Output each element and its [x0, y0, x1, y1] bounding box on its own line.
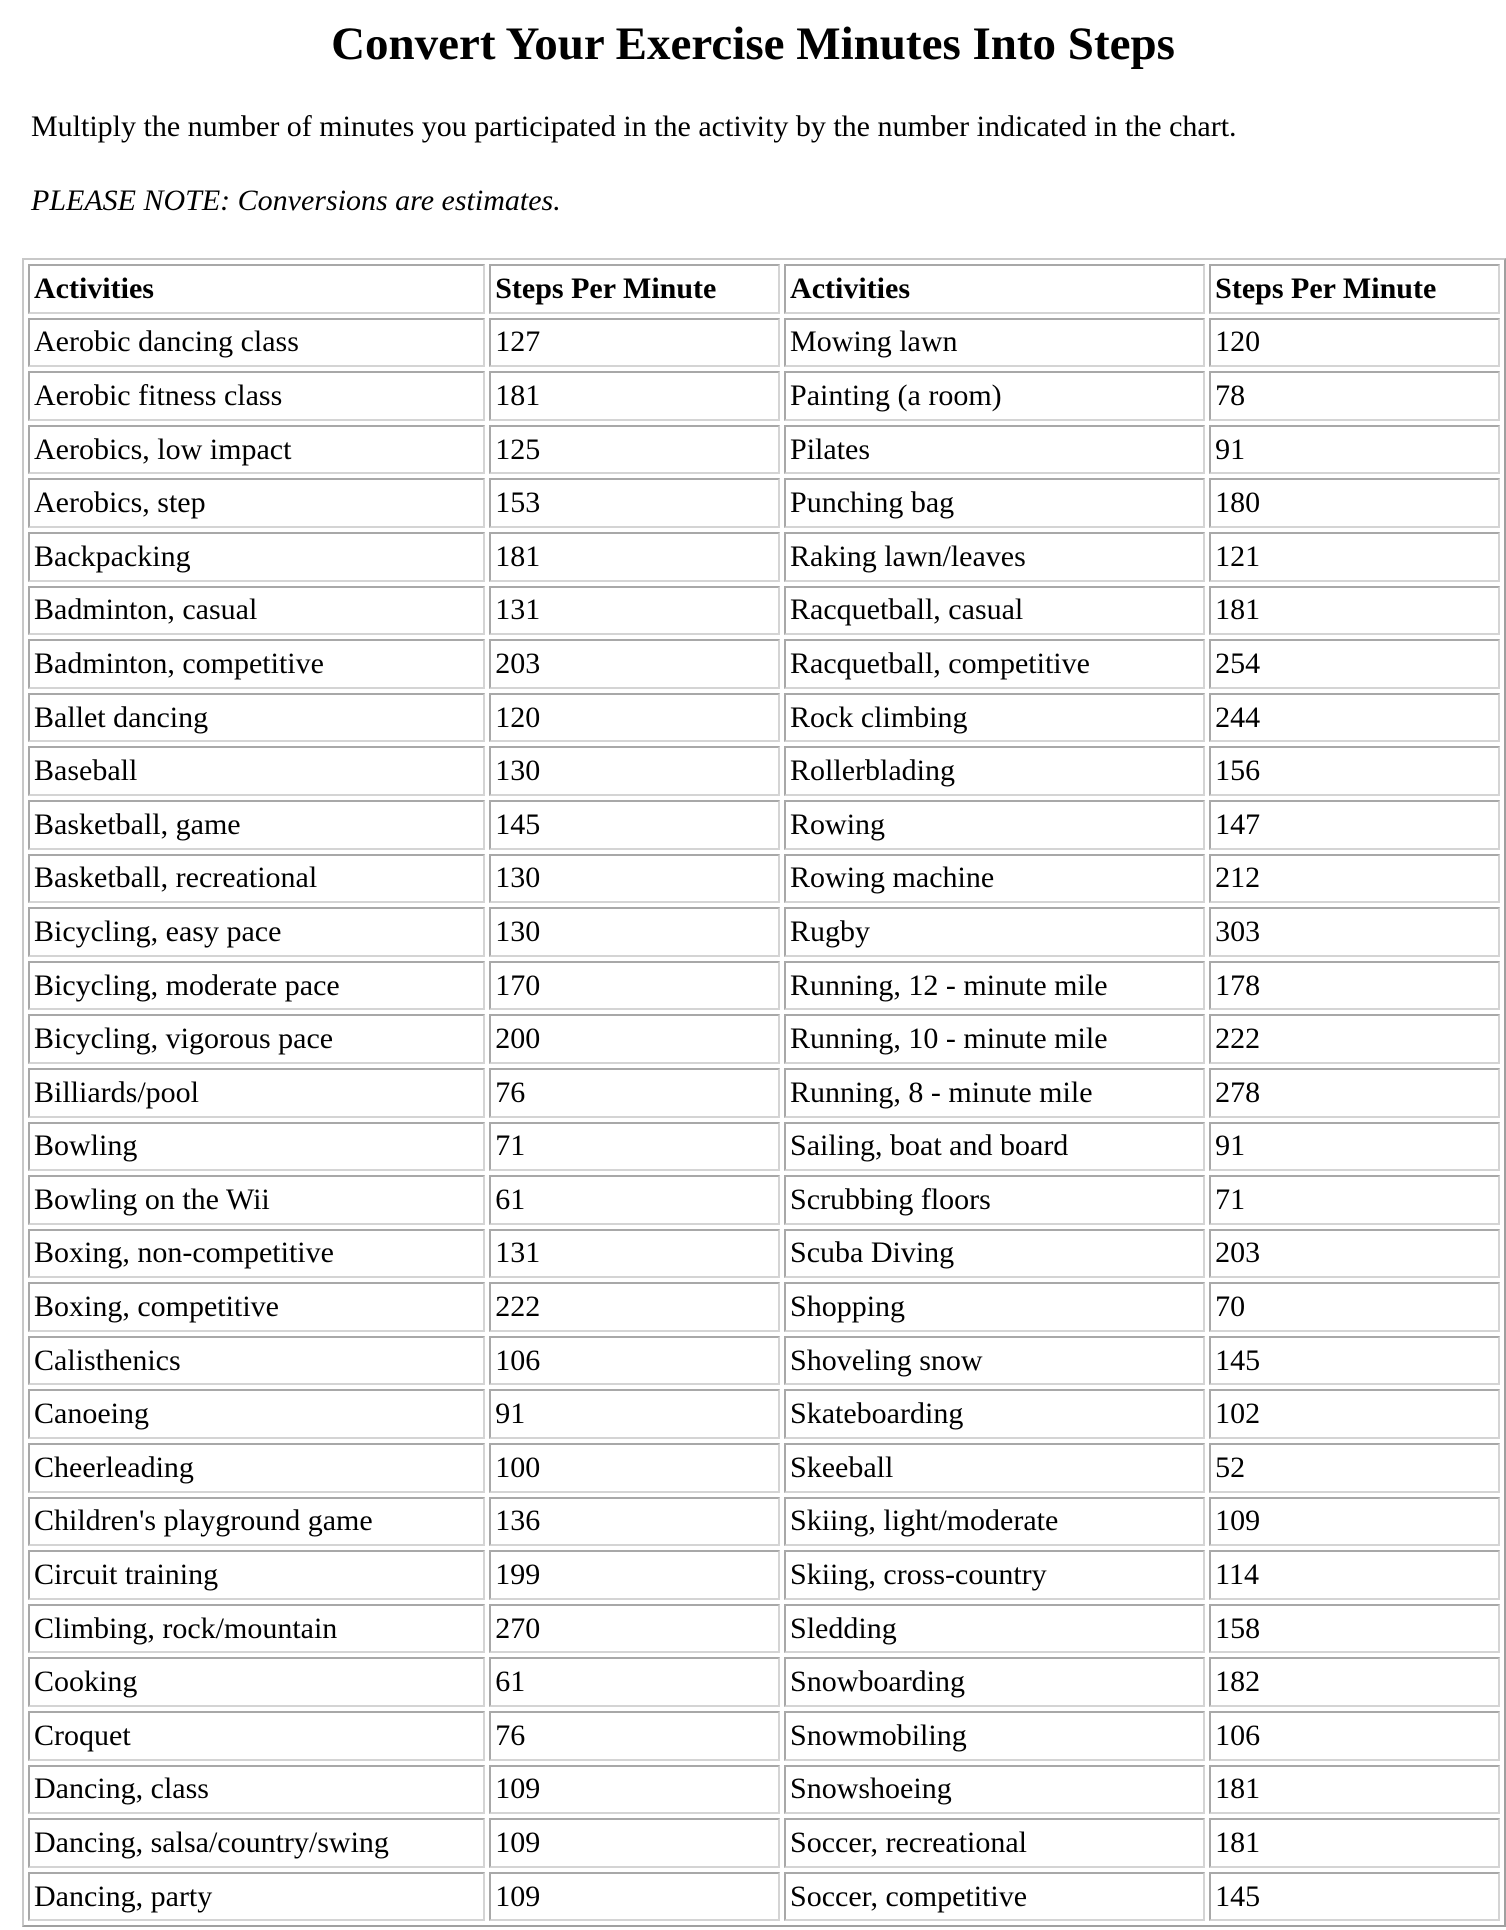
- activity-left-cell: Baseball: [28, 746, 485, 796]
- activity-left-cell: Aerobics, low impact: [28, 425, 485, 475]
- table-row: [28, 1657, 1500, 1707]
- activity-right-cell: Rollerblading: [784, 746, 1205, 796]
- activity-left-cell: Canoeing: [28, 1389, 485, 1439]
- table-row: [28, 907, 1500, 957]
- steps-right-cell: 145: [1209, 1872, 1500, 1922]
- steps-left-cell: 76: [489, 1711, 780, 1761]
- activity-right-cell: Sailing, boat and board: [784, 1122, 1205, 1172]
- table-row: [28, 854, 1500, 904]
- steps-right-cell: 71: [1209, 1175, 1500, 1225]
- activity-right-cell: Running, 8 - minute mile: [784, 1068, 1205, 1118]
- steps-right-cell: 181: [1209, 1765, 1500, 1815]
- activity-right-cell: Running, 10 - minute mile: [784, 1014, 1205, 1064]
- activity-left-cell: Circuit training: [28, 1550, 485, 1600]
- activity-right-cell: Scuba Diving: [784, 1229, 1205, 1279]
- activity-left-cell: Basketball, recreational: [28, 854, 485, 904]
- activity-right-cell: Running, 12 - minute mile: [784, 961, 1205, 1011]
- activity-left-cell: Basketball, game: [28, 800, 485, 850]
- header-activities-left: Activities: [28, 264, 485, 314]
- table-row: [28, 1336, 1500, 1386]
- steps-left-cell: 120: [489, 693, 780, 743]
- activity-left-cell: Badminton, casual: [28, 586, 485, 636]
- steps-left-cell: 130: [489, 854, 780, 904]
- steps-right-cell: 145: [1209, 1336, 1500, 1386]
- activity-left-cell: Bowling: [28, 1122, 485, 1172]
- table-row: [28, 371, 1500, 421]
- table-row: [28, 318, 1500, 368]
- steps-left-cell: 61: [489, 1657, 780, 1707]
- activity-right-cell: Pilates: [784, 425, 1205, 475]
- steps-left-cell: 106: [489, 1336, 780, 1386]
- activity-left-cell: Dancing, class: [28, 1765, 485, 1815]
- table-row: [28, 961, 1500, 1011]
- steps-right-cell: 52: [1209, 1443, 1500, 1493]
- steps-left-cell: 200: [489, 1014, 780, 1064]
- table-container: [22, 258, 1506, 1927]
- steps-left-cell: 153: [489, 478, 780, 528]
- steps-right-cell: 91: [1209, 1122, 1500, 1172]
- table-row: [28, 1282, 1500, 1332]
- activity-right-cell: Soccer, competitive: [784, 1872, 1205, 1922]
- steps-right-cell: 180: [1209, 478, 1500, 528]
- table-row: [28, 478, 1500, 528]
- steps-left-cell: 76: [489, 1068, 780, 1118]
- header-steps-per-minute-left: Steps Per Minute: [489, 264, 780, 314]
- steps-right-cell: 158: [1209, 1604, 1500, 1654]
- activity-left-cell: Backpacking: [28, 532, 485, 582]
- steps-right-cell: 222: [1209, 1014, 1500, 1064]
- steps-right-cell: 91: [1209, 425, 1500, 475]
- steps-left-cell: 131: [489, 1229, 780, 1279]
- table-row: [28, 639, 1500, 689]
- steps-right-cell: 120: [1209, 318, 1500, 368]
- table-row: [28, 693, 1500, 743]
- table-row: [28, 425, 1500, 475]
- activity-right-cell: Snowshoeing: [784, 1765, 1205, 1815]
- steps-left-cell: 100: [489, 1443, 780, 1493]
- steps-right-cell: 121: [1209, 532, 1500, 582]
- activity-right-cell: Sledding: [784, 1604, 1205, 1654]
- steps-right-cell: 303: [1209, 907, 1500, 957]
- activity-left-cell: Boxing, competitive: [28, 1282, 485, 1332]
- table-row: [28, 1389, 1500, 1439]
- activity-right-cell: Rowing: [784, 800, 1205, 850]
- activity-right-cell: Shopping: [784, 1282, 1205, 1332]
- activity-left-cell: Children's playground game: [28, 1497, 485, 1547]
- steps-right-cell: 278: [1209, 1068, 1500, 1118]
- header-activities-right: Activities: [784, 264, 1205, 314]
- activity-left-cell: Dancing, party: [28, 1872, 485, 1922]
- steps-left-cell: 170: [489, 961, 780, 1011]
- steps-right-cell: 102: [1209, 1389, 1500, 1439]
- activity-right-cell: Rowing machine: [784, 854, 1205, 904]
- table-row: [28, 746, 1500, 796]
- activity-left-cell: Ballet dancing: [28, 693, 485, 743]
- activity-right-cell: Soccer, recreational: [784, 1818, 1205, 1868]
- activity-right-cell: Rock climbing: [784, 693, 1205, 743]
- steps-right-cell: 182: [1209, 1657, 1500, 1707]
- activity-left-cell: Cooking: [28, 1657, 485, 1707]
- steps-right-cell: 147: [1209, 800, 1500, 850]
- activity-right-cell: Skeeball: [784, 1443, 1205, 1493]
- steps-left-cell: 125: [489, 425, 780, 475]
- steps-left-cell: 131: [489, 586, 780, 636]
- activity-left-cell: Croquet: [28, 1711, 485, 1761]
- steps-right-cell: 203: [1209, 1229, 1500, 1279]
- activity-right-cell: Raking lawn/leaves: [784, 532, 1205, 582]
- steps-left-cell: 222: [489, 1282, 780, 1332]
- steps-right-cell: 114: [1209, 1550, 1500, 1600]
- activity-right-cell: Skiing, cross-country: [784, 1550, 1205, 1600]
- activity-left-cell: Bicycling, vigorous pace: [28, 1014, 485, 1064]
- header-steps-per-minute-right: Steps Per Minute: [1209, 264, 1500, 314]
- activity-right-cell: Racquetball, casual: [784, 586, 1205, 636]
- table-row: [28, 1818, 1500, 1868]
- activity-right-cell: Snowmobiling: [784, 1711, 1205, 1761]
- steps-right-cell: 78: [1209, 371, 1500, 421]
- steps-right-cell: 212: [1209, 854, 1500, 904]
- steps-right-cell: 106: [1209, 1711, 1500, 1761]
- steps-right-cell: 109: [1209, 1497, 1500, 1547]
- activity-left-cell: Boxing, non-competitive: [28, 1229, 485, 1279]
- instructions-text: Multiply the number of minutes you participated in the activity by the number indicated in the chart.: [31, 110, 1237, 143]
- steps-conversion-table: [22, 258, 1506, 1927]
- table-header-row: [28, 264, 1500, 314]
- activity-right-cell: Painting (a room): [784, 371, 1205, 421]
- activity-left-cell: Bowling on the Wii: [28, 1175, 485, 1225]
- steps-left-cell: 203: [489, 639, 780, 689]
- steps-left-cell: 199: [489, 1550, 780, 1600]
- steps-left-cell: 91: [489, 1389, 780, 1439]
- table-row: [28, 532, 1500, 582]
- table-row: [28, 1711, 1500, 1761]
- page-title: Convert Your Exercise Minutes Into Steps: [331, 18, 1175, 70]
- activity-left-cell: Cheerleading: [28, 1443, 485, 1493]
- table-row: [28, 1068, 1500, 1118]
- table-row: [28, 1229, 1500, 1279]
- steps-left-cell: 136: [489, 1497, 780, 1547]
- activity-left-cell: Bicycling, easy pace: [28, 907, 485, 957]
- table-row: [28, 1497, 1500, 1547]
- activity-right-cell: Skiing, light/moderate: [784, 1497, 1205, 1547]
- steps-left-cell: 145: [489, 800, 780, 850]
- activity-left-cell: Aerobic fitness class: [28, 371, 485, 421]
- steps-left-cell: 130: [489, 907, 780, 957]
- activity-right-cell: Scrubbing floors: [784, 1175, 1205, 1225]
- steps-left-cell: 181: [489, 371, 780, 421]
- activity-left-cell: Bicycling, moderate pace: [28, 961, 485, 1011]
- activity-right-cell: Skateboarding: [784, 1389, 1205, 1439]
- activity-right-cell: Racquetball, competitive: [784, 639, 1205, 689]
- table-row: [28, 1550, 1500, 1600]
- table-row: [28, 1872, 1500, 1922]
- activity-left-cell: Calisthenics: [28, 1336, 485, 1386]
- steps-right-cell: 244: [1209, 693, 1500, 743]
- steps-left-cell: 109: [489, 1872, 780, 1922]
- steps-right-cell: 254: [1209, 639, 1500, 689]
- activity-left-cell: Climbing, rock/mountain: [28, 1604, 485, 1654]
- table-row: [28, 586, 1500, 636]
- steps-left-cell: 109: [489, 1818, 780, 1868]
- steps-right-cell: 181: [1209, 1818, 1500, 1868]
- activity-right-cell: Shoveling snow: [784, 1336, 1205, 1386]
- steps-left-cell: 181: [489, 532, 780, 582]
- steps-left-cell: 270: [489, 1604, 780, 1654]
- steps-right-cell: 70: [1209, 1282, 1500, 1332]
- steps-left-cell: 109: [489, 1765, 780, 1815]
- activity-left-cell: Aerobics, step: [28, 478, 485, 528]
- steps-left-cell: 71: [489, 1122, 780, 1172]
- activity-right-cell: Snowboarding: [784, 1657, 1205, 1707]
- activity-left-cell: Dancing, salsa/country/swing: [28, 1818, 485, 1868]
- steps-right-cell: 178: [1209, 961, 1500, 1011]
- table-body: [28, 318, 1500, 1922]
- table-row: [28, 800, 1500, 850]
- steps-left-cell: 130: [489, 746, 780, 796]
- table-row: [28, 1604, 1500, 1654]
- steps-left-cell: 127: [489, 318, 780, 368]
- activity-left-cell: Badminton, competitive: [28, 639, 485, 689]
- table-row: [28, 1175, 1500, 1225]
- activity-right-cell: Rugby: [784, 907, 1205, 957]
- steps-right-cell: 156: [1209, 746, 1500, 796]
- activity-right-cell: Punching bag: [784, 478, 1205, 528]
- table-row: [28, 1443, 1500, 1493]
- activity-left-cell: Billiards/pool: [28, 1068, 485, 1118]
- steps-left-cell: 61: [489, 1175, 780, 1225]
- estimate-note: PLEASE NOTE: Conversions are estimates.: [31, 184, 561, 217]
- steps-right-cell: 181: [1209, 586, 1500, 636]
- table-row: [28, 1014, 1500, 1064]
- table-row: [28, 1765, 1500, 1815]
- activity-right-cell: Mowing lawn: [784, 318, 1205, 368]
- activity-left-cell: Aerobic dancing class: [28, 318, 485, 368]
- table-row: [28, 1122, 1500, 1172]
